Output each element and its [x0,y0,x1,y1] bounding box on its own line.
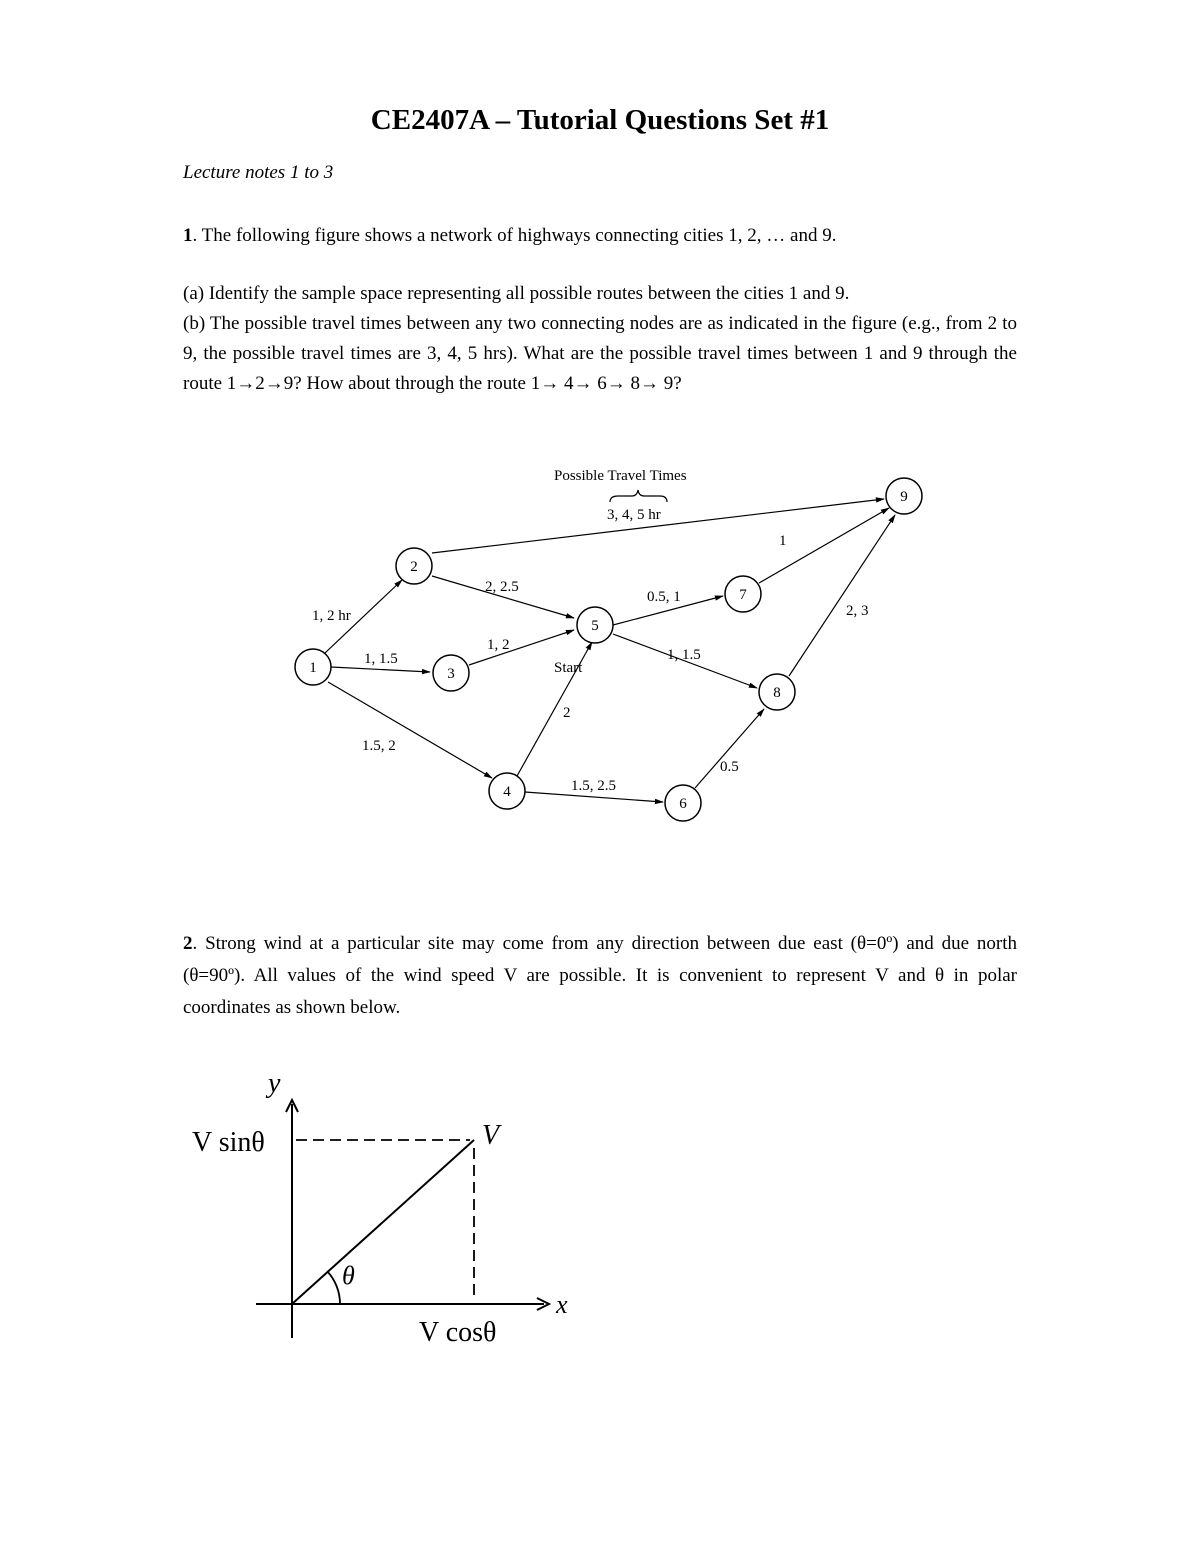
edge-6-8 [695,709,764,788]
node-7-label: 7 [739,587,747,603]
node-9-label: 9 [900,489,908,505]
edge-label-8-9: 2, 3 [846,603,869,619]
edge-label-1-2: 1, 2 hr [312,608,351,624]
vector-v [292,1140,474,1304]
polar-coordinate-diagram [192,1068,568,1348]
node-6 [665,785,701,821]
edge-label-5-7: 0.5, 1 [647,589,681,605]
node-2-label: 2 [410,559,418,575]
node-5-label: 5 [591,618,599,634]
node-4 [489,773,525,809]
v-cos-label: V cosθ [419,1317,497,1348]
edge-label-3-5: 1, 2 [487,637,510,653]
edge-label-7-9: 1 [779,533,787,549]
node-1 [295,649,331,685]
node-5 [577,607,613,643]
v-sin-label: V sinθ [192,1127,265,1158]
edge-label-1-4: 1.5, 2 [362,738,396,754]
page-subtitle: Lecture notes 1 to 3 [183,162,334,183]
page-title: CE2407A – Tutorial Questions Set #1 [370,104,830,136]
node-3 [433,655,469,691]
node-4-label: 4 [503,784,511,800]
question-2-body: . Strong wind at a particular site may come from any direction between due east (θ=0º) and due north (θ=90º). All values of the wind speed V are possible. It is convenient to represent V and θ in polar coordinates as shown below. [183,933,1017,1018]
theta-label: θ [342,1261,355,1290]
edge-label-4-5: 2 [563,705,571,721]
edge-1-3 [331,667,430,672]
edge-8-9 [789,515,895,676]
node-1-label: 1 [309,660,317,676]
start-label: Start [554,660,583,676]
edge-1-4 [328,682,492,778]
v-label: V [482,1120,500,1151]
node-7 [725,576,761,612]
y-axis-label: y [268,1068,281,1099]
edge-label-4-6: 1.5, 2.5 [571,778,616,794]
theta-arc [327,1271,340,1304]
node-9 [886,478,922,514]
question-1-intro-text: . The following figure shows a network of highways connecting cities 1, 2, … and 9. [192,225,837,246]
question-2-number: 2 [183,933,193,954]
question-1-number: 1 [183,225,193,246]
edge-label-5-8: 1, 1.5 [667,647,701,663]
node-3-label: 3 [447,666,455,682]
x-axis-label: x [556,1290,568,1319]
node-6-label: 6 [679,796,687,812]
question-1-part-b: (b) The possible travel times between any two connecting nodes are as indicated in the figure (e.g., from 2 to 9, the possible travel times are 3, 4, 5 hrs). What are the possible travel times between 1 and 9 through the route 1→2→9? How about through the route 1→ 4→ 6→ 8→ 9? [183,313,1017,394]
node-8-label: 8 [773,685,781,701]
edge-label-2-5: 2, 2.5 [485,579,519,595]
edge-label-1-3: 1, 1.5 [364,651,398,667]
question-1-part-a: (a) Identify the sample space representing all possible routes between the cities 1 and 9. [183,283,850,304]
edge-label-2-9: 3, 4, 5 hr [607,507,661,523]
node-2 [396,548,432,584]
legend-label: Possible Travel Times [554,468,687,484]
edge-label-6-8: 0.5 [720,759,739,775]
node-8 [759,674,795,710]
legend-brace [610,490,667,502]
